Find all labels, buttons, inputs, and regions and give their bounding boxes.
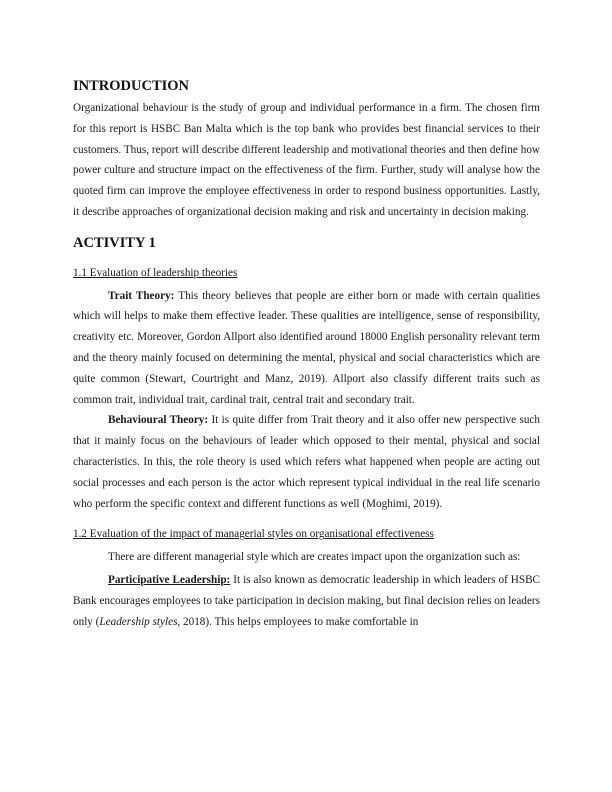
behavioural-theory-text: It is quite differ from Trait theory and it also offer new perspective such that it mainly focus on the behaviours of leader which opposed to their mental, physical and social characteristics. In this, the role theory is used which refers what happened when people are acting out social processes and each person is the actor which represent typical individual in the real life scenario who perform the specific context and different functions as well (Moghimi, 2019).: [73, 414, 540, 510]
participative-citation: Leadership styles: [99, 615, 178, 628]
behavioural-theory-label: Behavioural Theory:: [108, 414, 209, 427]
introduction-paragraph: Organizational behaviour is the study of group and individual performance in a firm. The chosen firm for this report is HSBC Ban Malta which is the top bank who provides best financial services to their customers. Thus, report will describe different leadership and motivational theories and then define how power culture and structure impact on the effectiveness of the firm. Further, study will analyse how the quoted firm can improve the employee effectiveness in order to respond business opportunities. Lastly, it describe approaches of organizational decision making and risk and uncertainty in decision making.: [73, 102, 540, 218]
behavioural-theory-paragraph: [73, 410, 540, 514]
participative-text-1: It is also known as democratic leadership in which leaders of HSBC Bank encourages employees to take participation in decision making, but final decision relies on leaders only (: [73, 573, 540, 628]
section-1-1-title: 1.1 Evaluation of leadership theories: [73, 266, 238, 279]
managerial-styles-intro: There are different managerial style which are creates impact upon the organization such as:: [108, 551, 521, 564]
participative-leadership-label: Participative Leadership:: [108, 573, 231, 586]
section-1-2-title: 1.2 Evaluation of the impact of managerial styles on organisational effectiveness: [73, 528, 434, 541]
trait-theory-text: This theory believes that people are either born or made with certain qualities which will helps to make them effective leader. These qualities are intelligence, sense of responsibility, creativity etc. Moreover, Gordon Allport also identified around 18000 English personality relevant term and the theory mainly focused on determining the mental, physical and social characteristics which are quite common (Stewart, Courtright and Manz, 2019). Allport also classify different traits such as common trait, individual trait, cardinal trait, central trait and secondary trait.: [73, 289, 540, 406]
introduction-heading: INTRODUCTION: [73, 78, 190, 94]
participative-leadership-paragraph: [73, 570, 540, 632]
trait-theory-label: Trait Theory:: [108, 289, 175, 302]
trait-theory-paragraph: [73, 286, 540, 411]
participative-text-2: , 2018). This helps employees to make comfortable in: [177, 615, 419, 628]
document-page: [73, 76, 540, 632]
activity-heading: ACTIVITY 1: [73, 234, 156, 251]
